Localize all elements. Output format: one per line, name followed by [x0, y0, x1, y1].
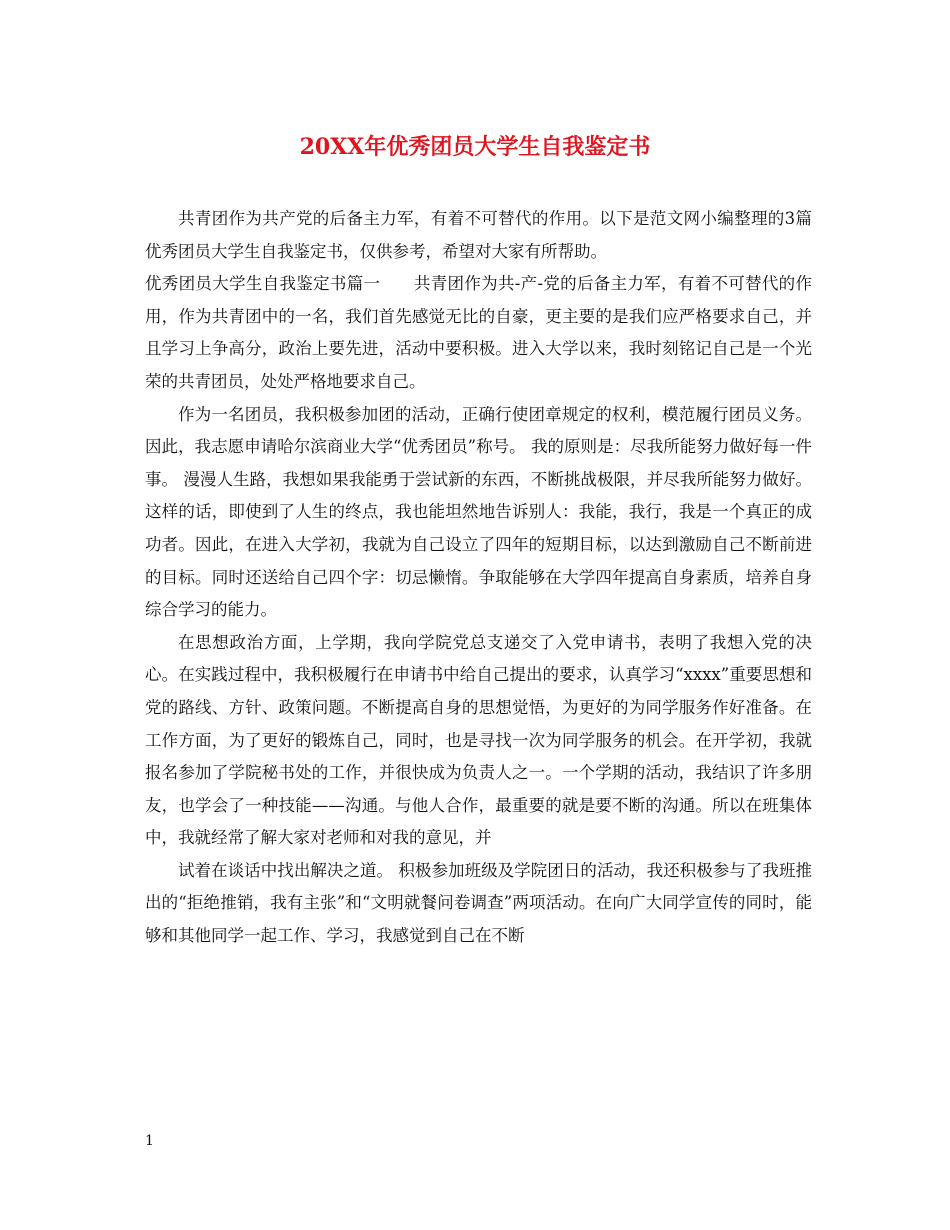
- page-number: 1: [145, 1133, 154, 1149]
- document-body: [145, 203, 812, 953]
- paragraph-section-one: 优秀团员大学生自我鉴定书篇一 共青团作为共-产-党的后备主力军，有着不可替代的作用，作为共青团中的一名，我们首先感觉无比的自豪，更主要的是我们应严格要求自己，并且学习上争高分，政治上要先进，活动中要积极。进入大学以来，我时刻铭记自己是一个光荣的共青团员，处处严格地要求自己。: [145, 274, 812, 391]
- paragraph-solutions: 试着在谈话中找出解决之道。 积极参加班级及学院团日的活动，我还积极参与了我班推出的“拒绝推销，我有主张”和“文明就餐问卷调查”两项活动。在向广大同学宣传的同时，能够和其他同学一起工作、学习，我感觉到自己在不断: [145, 860, 812, 946]
- paragraph-political-thought: 在思想政治方面，上学期，我向学院党总支递交了入党申请书，表明了我想入党的决心。在实践过程中，我积极履行在申请书中给自己提出的要求，认真学习“xxxx”重要思想和党的路线、方针、政策问题。不断提高自身的思想觉悟，为更好的为同学服务作好准备。在工作方面，为了更好的锻炼自己，同时，也是寻找一次为同学服务的机会。在开学初，我就报名参加了学院秘书处的工作，并很快成为负责人之一。一个学期的活动，我结识了许多朋友，也学会了一种技能——沟通。与他人合作，最重要的就是要不断的沟通。所以在班集体中，我就经常了解大家对老师和对我的意见，并: [145, 632, 812, 848]
- paragraph-member-activities: 作为一名团员，我积极参加团的活动，正确行使团章规定的权利，模范履行团员义务。因此，我志愿申请哈尔滨商业大学“优秀团员”称号。 我的原则是：尽我所能努力做好每一件事。 漫漫人生路，我想如果我能勇于尝试新的东西，不断挑战极限，并尽我所能努力做好。这样的话，即使到了人生的终点，我也能坦然地告诉别人：我能，我行，我是一个真正的成功者。因此，在进入大学初，我就为自己设立了四年的短期目标，以达到激励自己不断前进的目标。同时还送给自己四个字：切忌懒惰。争取能够在大学四年提高自身素质，培养自身综合学习的能力。: [145, 404, 812, 620]
- document-title: 20XX年优秀团员大学生自我鉴定书: [299, 134, 651, 160]
- paragraph-intro: 共青团作为共产党的后备主力军，有着不可替代的作用。以下是范文网小编整理的3篇优秀团员大学生自我鉴定书，仅供参考，希望对大家有所帮助。: [145, 209, 812, 261]
